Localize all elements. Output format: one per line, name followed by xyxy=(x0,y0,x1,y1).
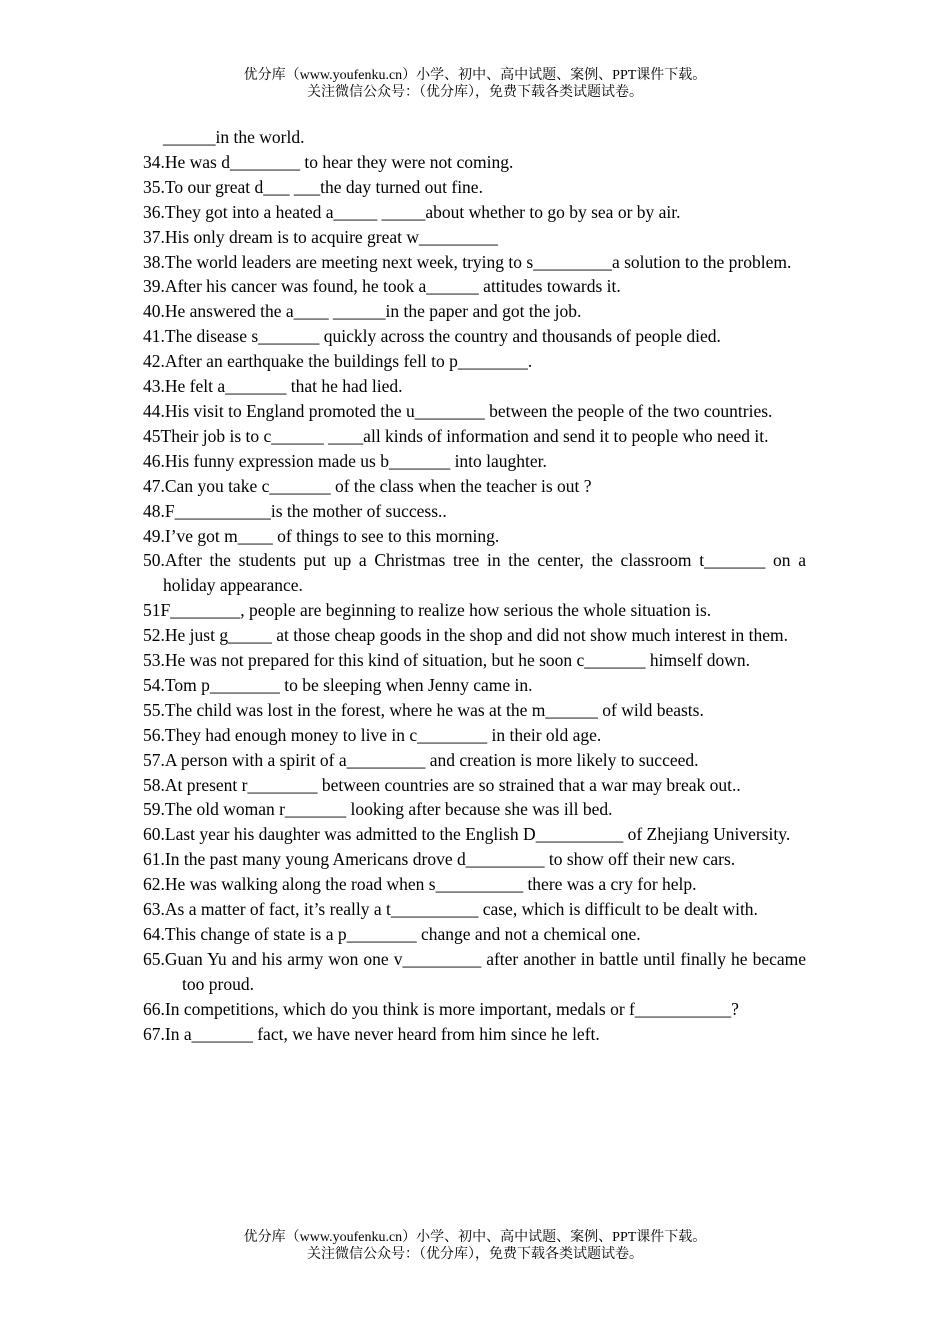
question-55: 55.The child was lost in the forest, where he was at the m______ of wild beasts. xyxy=(143,699,704,720)
question-list xyxy=(143,125,806,1047)
question-40: 40.He answered the a____ ______in the paper and got the job. xyxy=(143,301,582,322)
question-38: 38.The world leaders are meeting next week, trying to s_________a solution to the problem. xyxy=(143,251,792,272)
question-64: 64.This change of state is a p________ change and not a chemical one. xyxy=(143,924,641,944)
question-33-continuation: ______in the world. xyxy=(163,127,305,147)
question-36: 36.They got into a heated a_____ _____about whether to go by sea or by air. xyxy=(143,201,681,222)
question-48: 48.F___________is the mother of success.. xyxy=(143,500,447,521)
question-51: 51F________, people are beginning to realize how serious the whole situation is. xyxy=(143,600,712,621)
question-56: 56.They had enough money to live in c________ in their old age. xyxy=(143,724,602,745)
question-44: 44.His visit to England promoted the u________ between the people of the two countries. xyxy=(143,400,773,421)
question-60: 60.Last year his daughter was admitted to the English D__________ of Zhejiang University. xyxy=(143,824,791,845)
header-line-1: 优分库（www.youfenku.cn）小学、初中、高中试题、案例、PPT课件下载。 xyxy=(243,68,707,83)
question-54: 54.Tom p________ to be sleeping when Jenny came in. xyxy=(143,674,533,695)
question-59: 59.The old woman r_______ looking after because she was ill bed. xyxy=(143,799,613,820)
header-line-2: 关注微信公众号：（优分库），免费下载各类试题试卷。 xyxy=(307,85,643,100)
question-52: 52.He just g_____ at those cheap goods in the shop and did not show much interest in them. xyxy=(143,625,788,646)
question-67: 67.In a_______ fact, we have never heard from him since he left. xyxy=(143,1023,600,1044)
question-45: 45Their job is to c______ ____all kinds of information and send it to people who need it. xyxy=(143,425,769,446)
question-53: 53.He was not prepared for this kind of situation, but he soon c_______ himself down. xyxy=(143,650,751,671)
page-header xyxy=(0,67,950,101)
question-47: 47.Can you take c_______ of the class when the teacher is out ? xyxy=(143,475,592,496)
question-41: 41.The disease s_______ quickly across the country and thousands of people died. xyxy=(143,326,721,347)
question-46: 46.His funny expression made us b_______ into laughter. xyxy=(143,450,547,471)
question-43: 43.He felt a_______ that he had lied. xyxy=(143,376,403,397)
question-49: 49.I’ve got m____ of things to see to this morning. xyxy=(143,525,500,546)
question-58: 58.At present r________ between countries are so strained that a war may break out.. xyxy=(143,774,741,795)
question-39: 39.After his cancer was found, he took a______ attitudes towards it. xyxy=(143,276,621,297)
question-37: 37.His only dream is to acquire great w_________ xyxy=(143,226,498,247)
question-63: 63.As a matter of fact, it’s really a t__________ case, which is difficult to be dealt with. xyxy=(143,899,758,920)
question-35: 35.To our great d___ ___the day turned out fine. xyxy=(143,176,483,197)
question-62: 62.He was walking along the road when s__________ there was a cry for help. xyxy=(143,874,697,895)
question-66: 66.In competitions, which do you think is more important, medals or f___________? xyxy=(143,998,739,1019)
question-42: 42.After an earthquake the buildings fell to p________. xyxy=(143,351,533,372)
question-34: 34.He was d________ to hear they were not coming. xyxy=(143,151,514,172)
footer-line-1: 优分库（www.youfenku.cn）小学、初中、高中试题、案例、PPT课件下载。 xyxy=(243,1230,707,1245)
question-61: 61.In the past many young Americans drove d_________ to show off their new cars. xyxy=(143,849,736,870)
question-57: 57.A person with a spirit of a_________ and creation is more likely to succeed. xyxy=(143,749,699,770)
page-footer xyxy=(0,1229,950,1263)
footer-line-2: 关注微信公众号：（优分库），免费下载各类试题试卷。 xyxy=(307,1247,643,1262)
question-65: 65.Guan Yu and his army won one v_________ after another in battle until finally he became too proud. xyxy=(143,948,806,994)
question-50: 50.After the students put up a Christmas tree in the center, the classroom t_______ on a holiday appearance. xyxy=(143,550,806,596)
